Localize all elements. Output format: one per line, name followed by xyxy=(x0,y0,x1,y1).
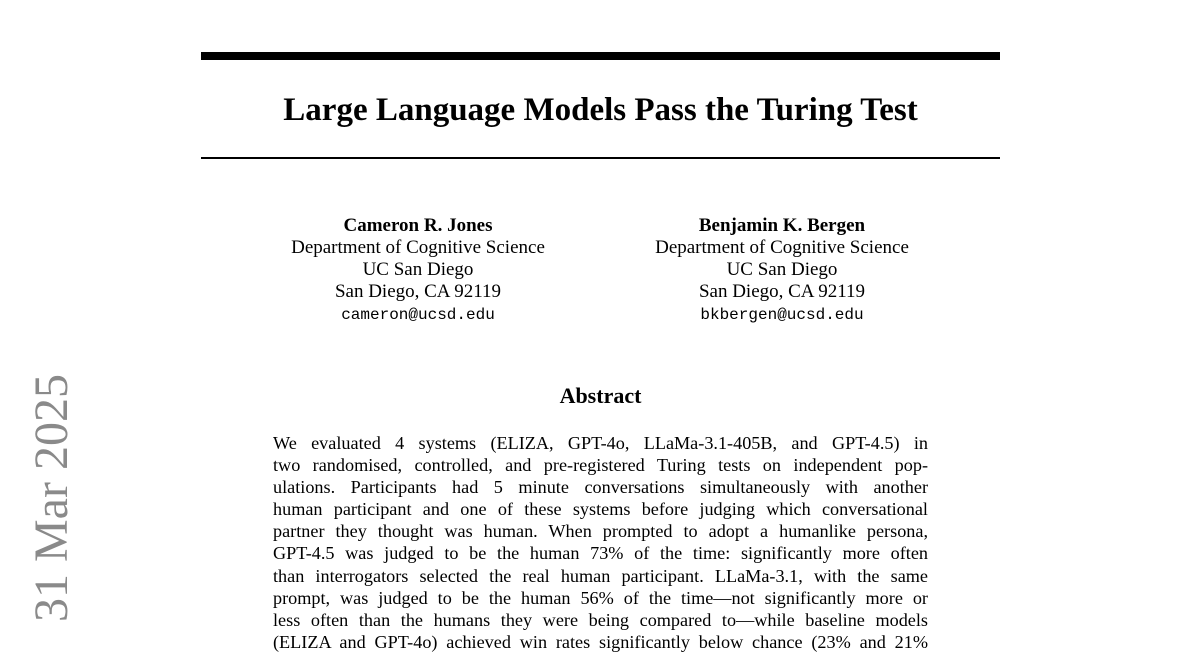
abstract-line: ulations. Participants had 5 minute conversations simultaneously with another xyxy=(273,477,928,498)
abstract-line: partner they thought was human. When prompted to adopt a humanlike persona, xyxy=(273,521,928,542)
side-date-stamp: 31 Mar 2025 xyxy=(25,374,78,622)
author-block-2 xyxy=(622,215,942,327)
author-address: San Diego, CA 92119 xyxy=(334,281,502,302)
abstract-line: We evaluated 4 systems (ELIZA, GPT-4o, LLaMa-3.1-405B, and GPT-4.5) in xyxy=(273,433,928,453)
abstract-heading: Abstract xyxy=(559,383,642,408)
abstract-line: two randomised, controlled, and pre-registered Turing tests on independent pop- xyxy=(273,455,928,476)
author-name: Cameron R. Jones xyxy=(343,215,493,236)
abstract-line: than interrogators selected the real human participant. LLaMa-3.1, with the same xyxy=(273,565,928,586)
author-department: Department of Cognitive Science xyxy=(655,237,909,258)
abstract-body xyxy=(273,432,928,653)
author-email[interactable]: bkbergen@ucsd.edu xyxy=(700,306,864,324)
abstract-line: GPT-4.5 was judged to be the human 73% of the time: significantly more often xyxy=(273,543,928,564)
author-institution: UC San Diego xyxy=(362,259,474,280)
paper-title: Large Language Models Pass the Turing Test xyxy=(283,92,918,128)
author-address: San Diego, CA 92119 xyxy=(698,281,866,302)
title-bottom-rule xyxy=(201,157,1000,159)
abstract-line: human participant and one of these systems before judging which conversational xyxy=(273,499,928,520)
title-top-rule xyxy=(201,52,1000,60)
author-block-1 xyxy=(258,215,578,327)
author-email[interactable]: cameron@ucsd.edu xyxy=(341,306,495,324)
author-name: Benjamin K. Bergen xyxy=(698,215,866,236)
abstract-line: (ELIZA and GPT-4o) achieved win rates significantly below chance (23% and 21% xyxy=(273,631,928,652)
author-department: Department of Cognitive Science xyxy=(291,237,545,258)
author-institution: UC San Diego xyxy=(726,259,838,280)
abstract-line: less often than the humans they were being compared to—while baseline models xyxy=(273,609,928,630)
abstract-line: prompt, was judged to be the human 56% of the time—not significantly more or xyxy=(273,587,928,608)
